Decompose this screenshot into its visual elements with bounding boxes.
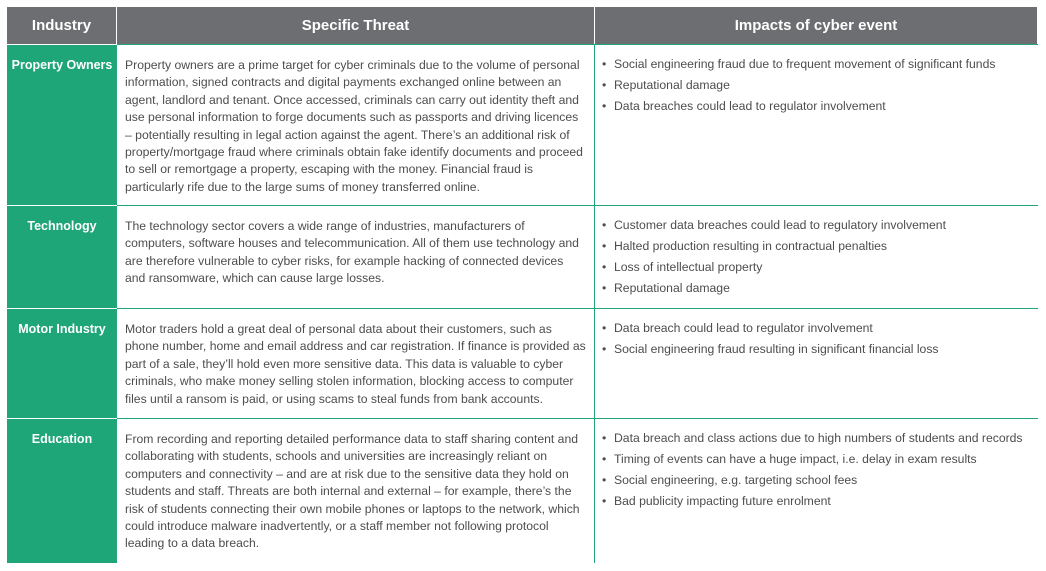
industry-cell: Property Owners <box>7 44 117 205</box>
threat-cell: From recording and reporting detailed performance data to staff sharing content and collaborating with students, schools and universities are increasingly reliant on computers and connectivity – and are at risk due to the sensitive data they hold on students and staff. Threats are both internal and external – for example, there’s the risk of students connecting their own mobile phones or laptops to the network, which could introduce malware inadvertently, or a staff member not following protocol leading to a data breach. <box>117 418 595 563</box>
impact-item: • Social engineering fraud due to frequent movement of significant funds <box>601 54 1032 75</box>
impacts-cell <box>595 308 1038 418</box>
impact-item: • Timing of events can have a huge impact, i.e. delay in exam results <box>601 449 1032 470</box>
industry-cell: Education <box>7 418 117 563</box>
impact-item: • Social engineering, e.g. targeting school fees <box>601 470 1032 491</box>
impacts-list <box>601 318 1032 360</box>
impact-item: • Bad publicity impacting future enrolment <box>601 491 1032 512</box>
threat-cell: The technology sector covers a wide range of industries, manufacturers of computers, software houses and telecommunication. All of them use technology and are therefore vulnerable to cyber risks, for example hacking of connected devices and ransomware, which can cause large losses. <box>117 205 595 308</box>
cyber-risk-table <box>7 7 1038 563</box>
industry-cell: Motor Industry <box>7 308 117 418</box>
impacts-list <box>601 54 1032 117</box>
impact-item: • Loss of intellectual property <box>601 257 1032 278</box>
impacts-cell <box>595 44 1038 205</box>
impacts-list <box>601 215 1032 299</box>
impact-item: • Data breach and class actions due to high numbers of students and records <box>601 428 1032 449</box>
threat-cell: Motor traders hold a great deal of personal data about their customers, such as phone number, home and email address and car registration. If finance is provided as part of a sale, they’ll hold even more sensitive data. This data is valuable to cyber criminals, who make money selling stolen information, blocking access to computer files until a ransom is paid, or using scams to steal funds from bank accounts. <box>117 308 595 418</box>
impact-item: • Halted production resulting in contractual penalties <box>601 236 1032 257</box>
impacts-cell <box>595 205 1038 308</box>
impact-item: • Data breaches could lead to regulator involvement <box>601 96 1032 117</box>
threat-cell: Property owners are a prime target for cyber criminals due to the volume of personal information, signed contracts and digital payments exchanged online between an agent, landlord and tenant. Once accessed, criminals can carry out identity theft and use personal information to forge documents such as passports and driving licences – potentially resulting in legal action against the agent. There’s an additional risk of property/mortgage fraud where criminals obtain fake identify documents and proceed to sell or remortgage a property, escaping with the money. Financial fraud is particularly rife due to the large sums of money transferred online. <box>117 44 595 205</box>
impact-item: • Data breach could lead to regulator involvement <box>601 318 1032 339</box>
header-industry: Industry <box>7 7 117 44</box>
impacts-list <box>601 428 1032 512</box>
header-specific-threat: Specific Threat <box>117 7 595 44</box>
impact-item: • Customer data breaches could lead to regulatory involvement <box>601 215 1032 236</box>
impacts-cell <box>595 418 1038 563</box>
impact-item: • Reputational damage <box>601 75 1032 96</box>
industry-cell: Technology <box>7 205 117 308</box>
impact-item: • Reputational damage <box>601 278 1032 299</box>
impact-item: • Social engineering fraud resulting in significant financial loss <box>601 339 1032 360</box>
header-impacts: Impacts of cyber event <box>595 7 1038 44</box>
